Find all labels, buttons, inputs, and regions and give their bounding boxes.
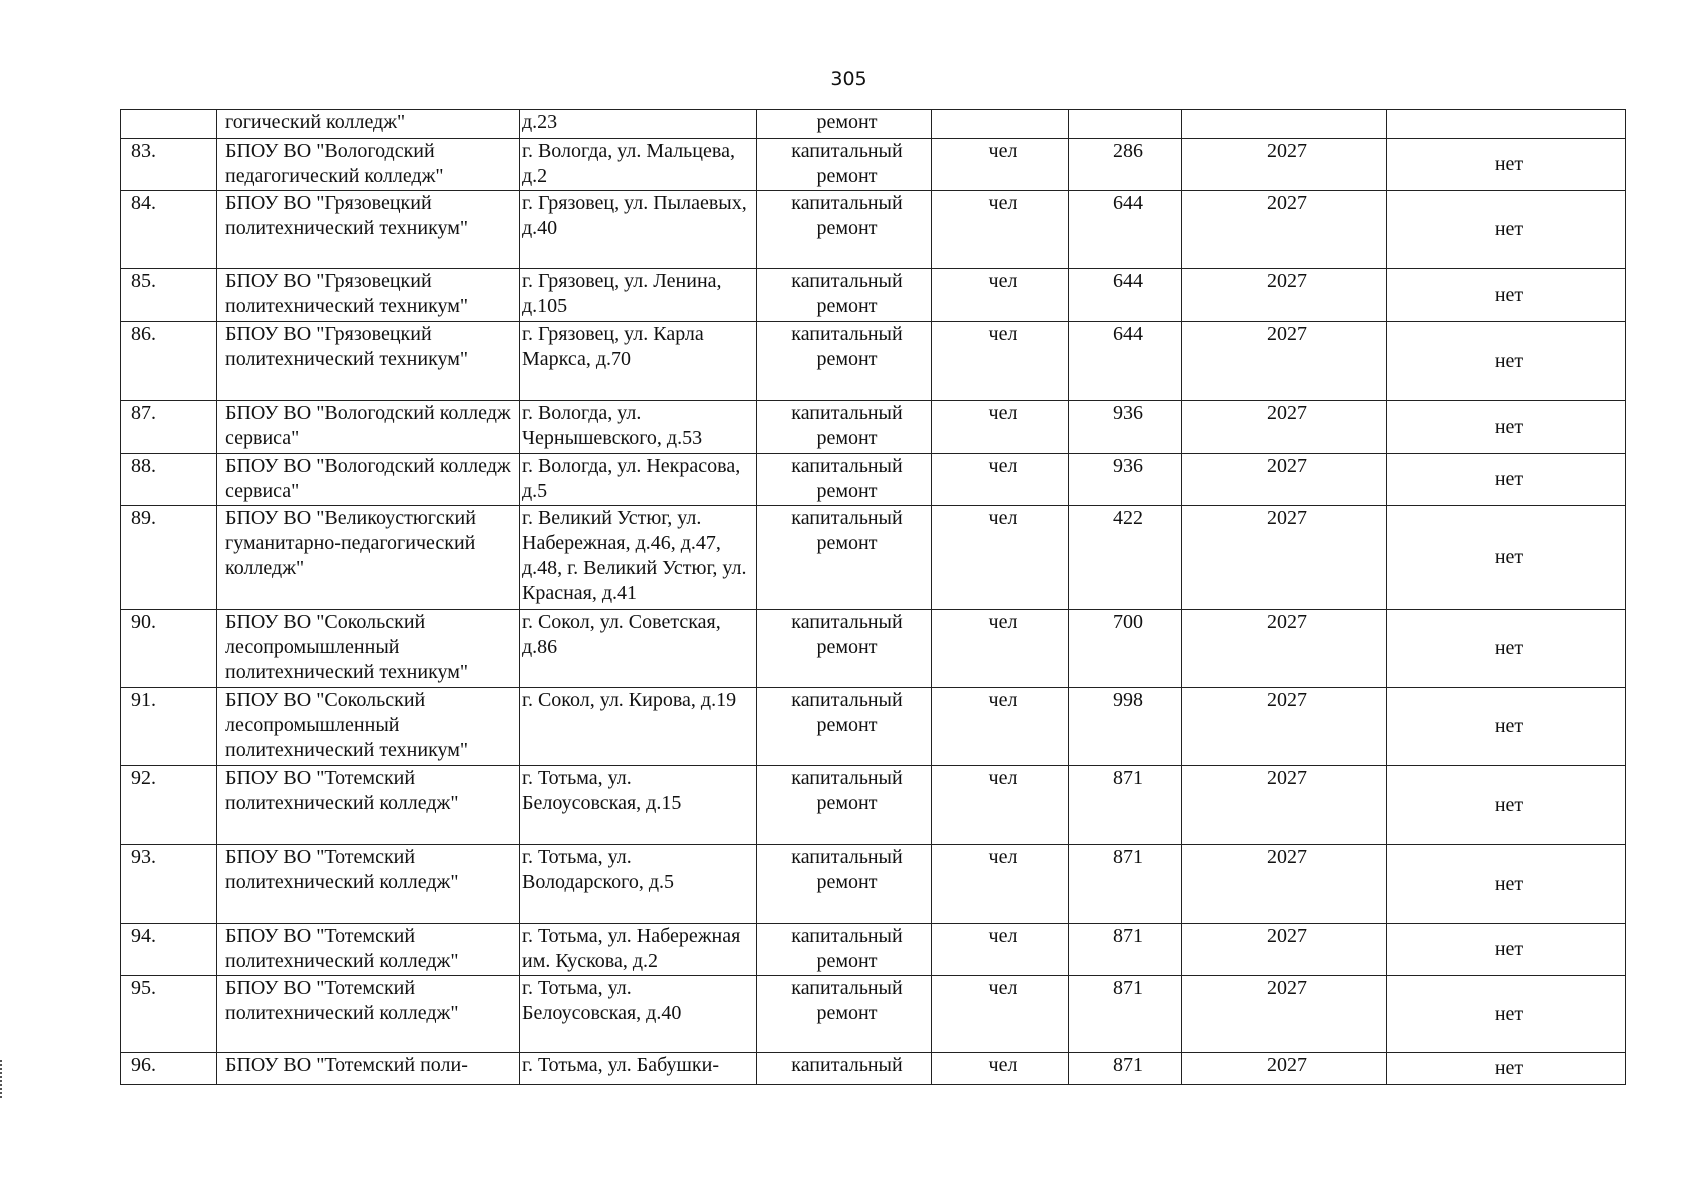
unit: чел	[932, 1053, 1069, 1085]
address: г. Сокол, ул. Советская, д.86	[520, 610, 757, 688]
unit	[932, 110, 1069, 139]
row-number: 83.	[121, 139, 217, 191]
address: г. Грязовец, ул. Пылаевых, д.40	[520, 191, 757, 269]
address: г. Сокол, ул. Кирова, д.19	[520, 688, 757, 766]
table-row	[121, 610, 1626, 688]
year: 2027	[1182, 401, 1387, 454]
work-type: капитальный	[757, 1053, 932, 1085]
extra-value: нет	[1387, 401, 1626, 454]
capacity: 871	[1069, 976, 1182, 1053]
institution-name: БПОУ ВО "Тотемский политехнический колледж"	[217, 924, 520, 976]
capacity: 286	[1069, 139, 1182, 191]
table-row	[121, 269, 1626, 322]
work-type: капитальный ремонт	[757, 766, 932, 845]
capacity: 871	[1069, 924, 1182, 976]
table-row	[121, 139, 1626, 191]
institution-name: БПОУ ВО "Тотемский политехнический колледж"	[217, 976, 520, 1053]
work-type: капитальный ремонт	[757, 191, 932, 269]
extra-value: нет	[1387, 454, 1626, 506]
address: г. Вологда, ул. Чернышевского, д.53	[520, 401, 757, 454]
capacity: 644	[1069, 191, 1182, 269]
year: 2027	[1182, 269, 1387, 322]
objects-table	[120, 109, 1626, 1085]
unit: чел	[932, 610, 1069, 688]
work-type: капитальный ремонт	[757, 401, 932, 454]
row-number: 86.	[121, 322, 217, 401]
extra-value: нет	[1387, 845, 1626, 924]
work-type: капитальный ремонт	[757, 924, 932, 976]
row-number: 89.	[121, 506, 217, 610]
institution-name: БПОУ ВО "Вологодский колледж сервиса"	[217, 454, 520, 506]
row-number: 94.	[121, 924, 217, 976]
table-row	[121, 506, 1626, 610]
capacity: 644	[1069, 269, 1182, 322]
capacity: 998	[1069, 688, 1182, 766]
row-number: 96.	[121, 1053, 217, 1085]
year: 2027	[1182, 766, 1387, 845]
work-type: ремонт	[757, 110, 932, 139]
work-type: капитальный ремонт	[757, 976, 932, 1053]
table-row	[121, 766, 1626, 845]
institution-name: БПОУ ВО "Грязовецкий политехнический техникум"	[217, 269, 520, 322]
address: г. Грязовец, ул. Ленина, д.105	[520, 269, 757, 322]
address: г. Тотьма, ул. Набережная им. Кускова, д.2	[520, 924, 757, 976]
unit: чел	[932, 322, 1069, 401]
institution-name: БПОУ ВО "Тотемский политехнический колледж"	[217, 766, 520, 845]
row-number: 88.	[121, 454, 217, 506]
address: г. Тотьма, ул. Володарского, д.5	[520, 845, 757, 924]
institution-name: БПОУ ВО "Грязовецкий политехнический техникум"	[217, 322, 520, 401]
work-type: капитальный ремонт	[757, 506, 932, 610]
extra-value: нет	[1387, 139, 1626, 191]
unit: чел	[932, 845, 1069, 924]
table-row	[121, 845, 1626, 924]
row-number: 87.	[121, 401, 217, 454]
row-number: 92.	[121, 766, 217, 845]
year: 2027	[1182, 976, 1387, 1053]
capacity: 644	[1069, 322, 1182, 401]
table-row	[121, 1053, 1626, 1085]
year: 2027	[1182, 322, 1387, 401]
year: 2027	[1182, 924, 1387, 976]
year: 2027	[1182, 191, 1387, 269]
unit: чел	[932, 401, 1069, 454]
row-number: 85.	[121, 269, 217, 322]
year: 2027	[1182, 845, 1387, 924]
table-row	[121, 322, 1626, 401]
table-row	[121, 688, 1626, 766]
year: 2027	[1182, 610, 1387, 688]
row-number	[121, 110, 217, 139]
table-row	[121, 110, 1626, 139]
work-type: капитальный ремонт	[757, 139, 932, 191]
row-number: 90.	[121, 610, 217, 688]
institution-name: гогический колледж"	[217, 110, 520, 139]
table-row	[121, 191, 1626, 269]
capacity: 871	[1069, 1053, 1182, 1085]
address: д.23	[520, 110, 757, 139]
work-type: капитальный ремонт	[757, 454, 932, 506]
unit: чел	[932, 454, 1069, 506]
institution-name: БПОУ ВО "Тотемский поли-	[217, 1053, 520, 1085]
capacity: 871	[1069, 845, 1182, 924]
extra-value: нет	[1387, 766, 1626, 845]
year: 2027	[1182, 506, 1387, 610]
work-type: капитальный ремонт	[757, 610, 932, 688]
row-number: 91.	[121, 688, 217, 766]
unit: чел	[932, 191, 1069, 269]
address: г. Великий Устюг, ул. Набережная, д.46, д.47, д.48, г. Великий Устюг, ул. Красная, д.41	[520, 506, 757, 610]
margin-marks	[0, 1060, 5, 1098]
capacity	[1069, 110, 1182, 139]
institution-name: БПОУ ВО "Тотемский политехнический колледж"	[217, 845, 520, 924]
capacity: 936	[1069, 401, 1182, 454]
unit: чел	[932, 766, 1069, 845]
row-number: 93.	[121, 845, 217, 924]
unit: чел	[932, 139, 1069, 191]
work-type: капитальный ремонт	[757, 845, 932, 924]
year: 2027	[1182, 454, 1387, 506]
institution-name: БПОУ ВО "Вологодский колледж сервиса"	[217, 401, 520, 454]
address: г. Тотьма, ул. Белоусовская, д.40	[520, 976, 757, 1053]
institution-name: БПОУ ВО "Грязовецкий политехнический техникум"	[217, 191, 520, 269]
work-type: капитальный ремонт	[757, 322, 932, 401]
year: 2027	[1182, 139, 1387, 191]
extra-value: нет	[1387, 924, 1626, 976]
address: г. Тотьма, ул. Бабушки-	[520, 1053, 757, 1085]
year: 2027	[1182, 688, 1387, 766]
table-row	[121, 454, 1626, 506]
institution-name: БПОУ ВО "Сокольский лесопромышленный политехнический техникум"	[217, 688, 520, 766]
unit: чел	[932, 976, 1069, 1053]
year	[1182, 110, 1387, 139]
extra-value: нет	[1387, 976, 1626, 1053]
work-type: капитальный ремонт	[757, 269, 932, 322]
work-type: капитальный ремонт	[757, 688, 932, 766]
extra-value: нет	[1387, 322, 1626, 401]
capacity: 422	[1069, 506, 1182, 610]
extra-value	[1387, 110, 1626, 139]
year: 2027	[1182, 1053, 1387, 1085]
address: г. Вологда, ул. Некрасова, д.5	[520, 454, 757, 506]
table-row	[121, 976, 1626, 1053]
institution-name: БПОУ ВО "Сокольский лесопромышленный политехнический техникум"	[217, 610, 520, 688]
unit: чел	[932, 269, 1069, 322]
address: г. Тотьма, ул. Белоусовская, д.15	[520, 766, 757, 845]
institution-name: БПОУ ВО "Вологодский педагогический колледж"	[217, 139, 520, 191]
capacity: 871	[1069, 766, 1182, 845]
extra-value: нет	[1387, 191, 1626, 269]
capacity: 700	[1069, 610, 1182, 688]
extra-value: нет	[1387, 1053, 1626, 1085]
unit: чел	[932, 506, 1069, 610]
institution-name: БПОУ ВО "Великоустюгский гуманитарно-педагогический колледж"	[217, 506, 520, 610]
unit: чел	[932, 924, 1069, 976]
page-number: 305	[830, 68, 867, 90]
table-row	[121, 401, 1626, 454]
row-number: 95.	[121, 976, 217, 1053]
address: г. Грязовец, ул. Карла Маркса, д.70	[520, 322, 757, 401]
address: г. Вологда, ул. Мальцева, д.2	[520, 139, 757, 191]
extra-value: нет	[1387, 506, 1626, 610]
capacity: 936	[1069, 454, 1182, 506]
table-body	[121, 110, 1626, 1085]
extra-value: нет	[1387, 269, 1626, 322]
unit: чел	[932, 688, 1069, 766]
extra-value: нет	[1387, 610, 1626, 688]
extra-value: нет	[1387, 688, 1626, 766]
table-row	[121, 924, 1626, 976]
row-number: 84.	[121, 191, 217, 269]
